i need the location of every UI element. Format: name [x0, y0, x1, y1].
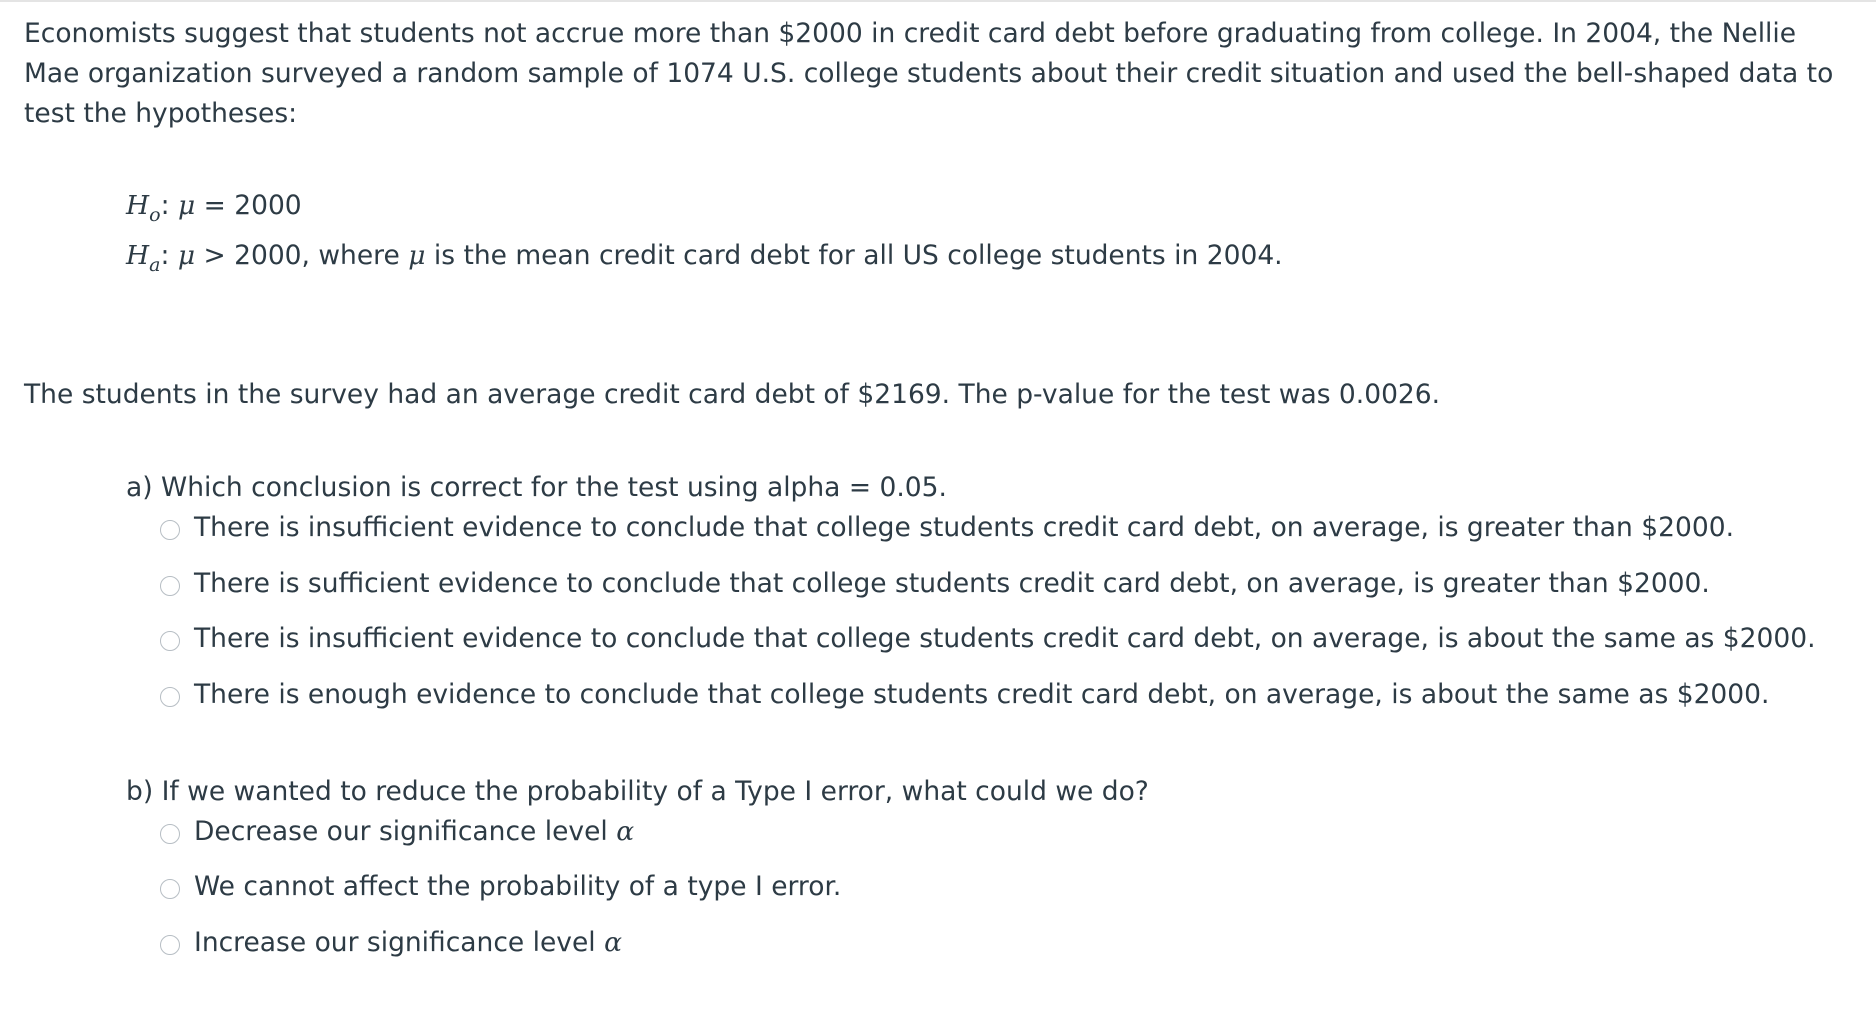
null-mu: μ	[177, 190, 196, 221]
question-b-prompt: b) If we wanted to reduce the probability of a Type I error, what could we do?	[126, 776, 1149, 807]
option-label	[194, 923, 622, 963]
alt-mu-inline: μ	[408, 240, 426, 271]
question-a-option-2[interactable]	[160, 564, 1710, 604]
alt-mu: μ	[177, 240, 196, 271]
null-h-subscript: o	[149, 204, 161, 226]
question-a-option-3[interactable]	[160, 619, 1816, 659]
option-text: Increase our significance level	[194, 927, 605, 958]
alternative-hypothesis: $H_a$: μ > 2000, where μ is the mean credit card debt for all US college students in 2004.	[126, 240, 1283, 276]
alpha-symbol: α	[616, 816, 635, 847]
problem-intro: Economists suggest that students not accrue more than $2000 in credit card debt before graduating from college. In 2004, the Nellie Mae organization surveyed a random sample of 1074 U.S. college students about their credit situation and used the bell-shaped data to test the hypotheses:	[24, 18, 1834, 129]
question-a-option-4[interactable]	[160, 675, 1769, 715]
radio-button[interactable]	[160, 879, 180, 899]
alt-h-symbol: H	[126, 240, 150, 271]
option-text: Decrease our significance level	[194, 816, 617, 847]
question-a-prompt: a) Which conclusion is correct for the test using alpha = 0.05.	[126, 472, 947, 503]
null-hypothesis: $H_o$: μ = 2000	[126, 190, 302, 226]
option-label: There is insufficient evidence to conclude that college students credit card debt, on average, is greater than $2000.	[194, 512, 1734, 543]
null-relation: = 2000	[195, 190, 302, 221]
option-label	[194, 812, 634, 852]
alt-h-subscript: a	[149, 254, 161, 276]
option-text: We cannot affect the probability of a type I error.	[194, 871, 842, 902]
radio-button[interactable]	[160, 935, 180, 955]
radio-button[interactable]	[160, 520, 180, 540]
top-border	[0, 0, 1876, 2]
question-b-option-2[interactable]	[160, 867, 841, 907]
option-label: There is insufficient evidence to conclude that college students credit card debt, on average, is about the same as $2000.	[194, 623, 1816, 654]
option-label: There is enough evidence to conclude that college students credit card debt, on average, is about the same as $2000.	[194, 679, 1770, 710]
option-label: There is sufficient evidence to conclude that college students credit card debt, on average, is greater than $2000.	[194, 568, 1710, 599]
radio-button[interactable]	[160, 631, 180, 651]
radio-button[interactable]	[160, 824, 180, 844]
alt-description: is the mean credit card debt for all US college students in 2004.	[425, 240, 1283, 271]
option-label	[194, 867, 841, 907]
null-h-symbol: H	[126, 190, 150, 221]
question-b-option-3[interactable]	[160, 923, 622, 963]
alt-relation: > 2000, where	[195, 240, 409, 271]
alpha-symbol: α	[604, 927, 622, 958]
question-b-option-1[interactable]	[160, 812, 634, 852]
survey-summary: The students in the survey had an average credit card debt of $2169. The p-value for the test was 0.0026.	[24, 379, 1441, 410]
question-a-option-1[interactable]	[160, 508, 1734, 548]
radio-button[interactable]	[160, 576, 180, 596]
radio-button[interactable]	[160, 687, 180, 707]
